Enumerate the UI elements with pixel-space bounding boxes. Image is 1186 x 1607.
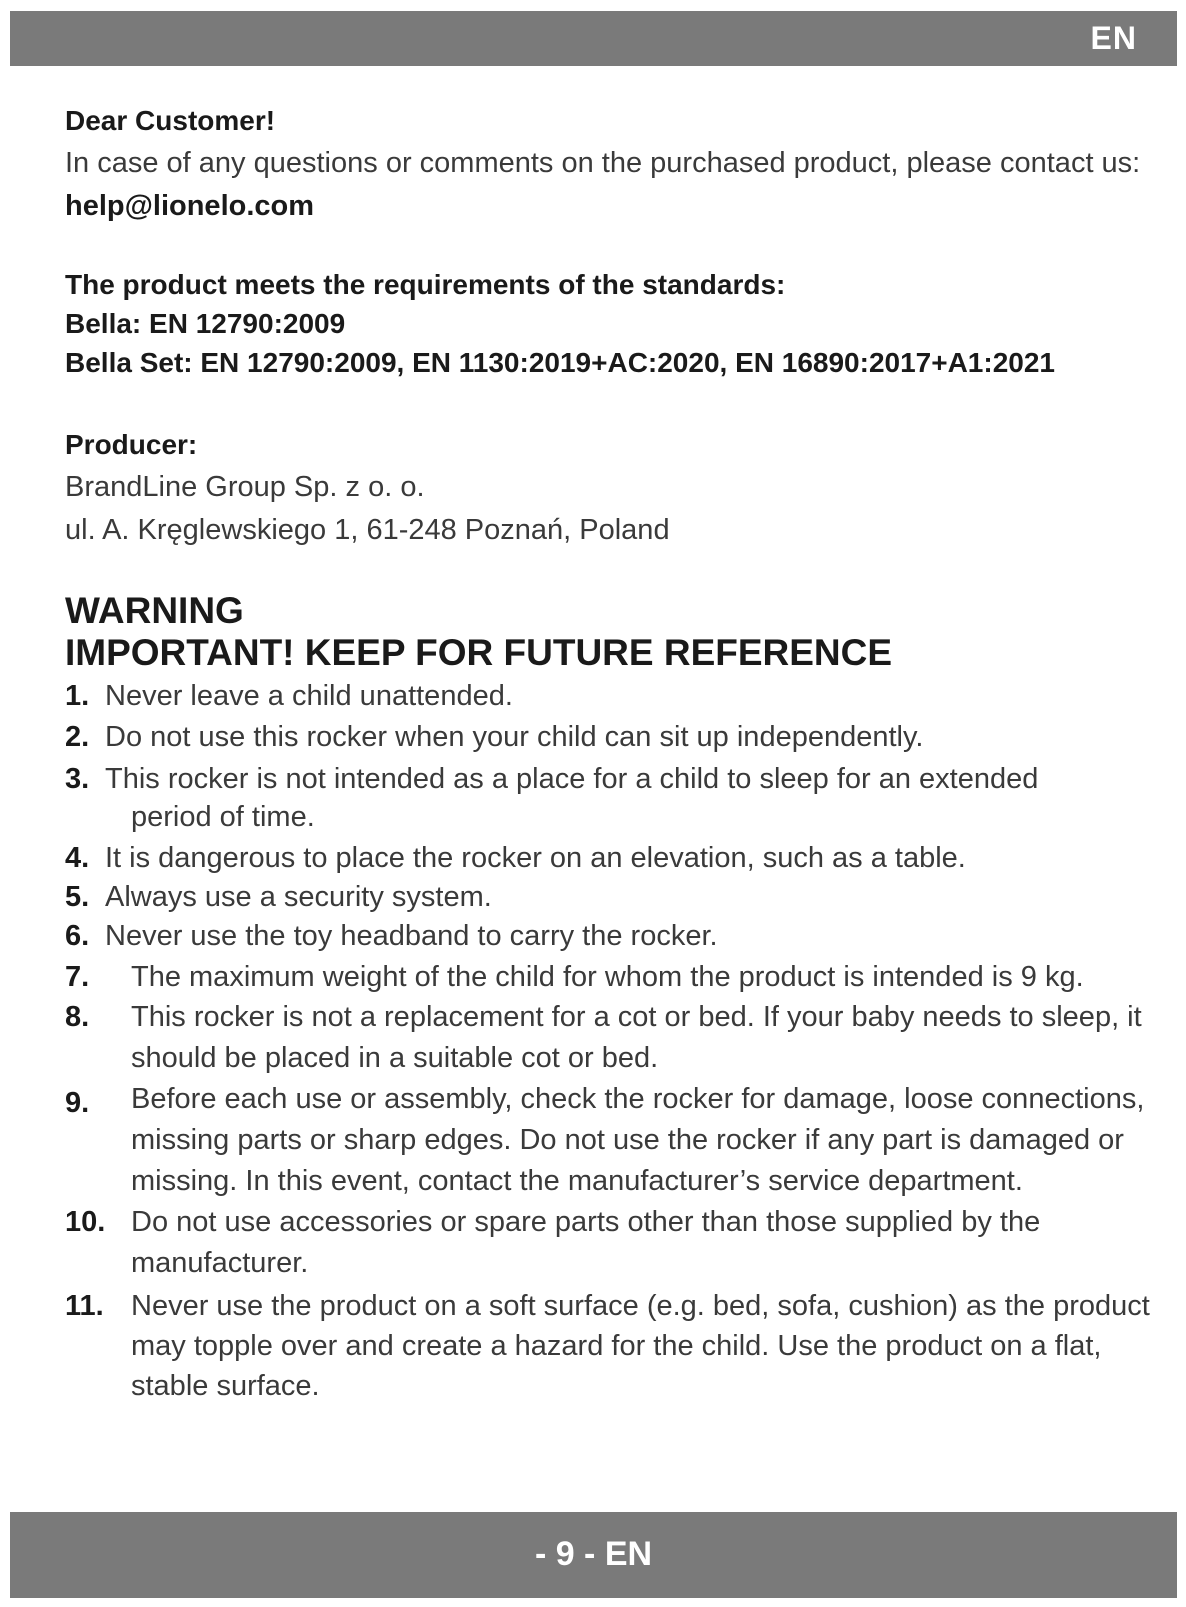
warning-item-number: 4.: [65, 842, 90, 874]
contact-email: help@lionelo.com: [65, 190, 315, 222]
warning-item-number: 1.: [65, 680, 90, 712]
warning-item-text: The maximum weight of the child for whom the product is intended is 9 kg.: [131, 961, 1084, 993]
footer-bar: [10, 1512, 1177, 1598]
header-bar: [10, 11, 1177, 66]
warning-item-number: 10.: [65, 1206, 106, 1238]
warning-title: WARNING: [65, 590, 244, 631]
warning-item-text: Before each use or assembly, check the rocker for damage, loose connections, missing parts or sharp edges. Do not use the rocker if any part is damaged or missing. In this event, contact the manufacturer’s service department.: [131, 1083, 1145, 1197]
warning-item-number: 7.: [65, 961, 90, 993]
warning-item-number: 8.: [65, 1001, 90, 1033]
warnings-list: [65, 676, 1155, 1406]
warning-item-text: Do not use accessories or spare parts other than those supplied by the manufacturer.: [131, 1206, 1041, 1279]
warning-item: [65, 717, 1155, 758]
warning-item: [65, 1079, 1155, 1202]
contact-paragraph: [65, 142, 1155, 228]
warning-item-text: Never leave a child unattended.: [105, 680, 513, 712]
warning-item-text: This rocker is not a replacement for a cot or bed. If your baby needs to sleep, it should be placed in a suitable cot or bed.: [131, 1001, 1142, 1074]
warning-item-number: 6.: [65, 920, 90, 952]
warning-item-number: 11.: [65, 1290, 104, 1322]
producer-heading: Producer:: [65, 429, 198, 460]
standards-section: [65, 265, 1155, 382]
warning-item-text: This rocker is not intended as a place for a child to sleep for an extended: [105, 763, 1039, 795]
producer-name: BrandLine Group Sp. z o. o.: [65, 471, 425, 503]
warning-item-text: Never use the toy headband to carry the rocker.: [105, 920, 718, 952]
warning-item-text: Do not use this rocker when your child can sit up independently.: [105, 721, 924, 753]
warning-item-text: It is dangerous to place the rocker on an elevation, such as a table.: [105, 842, 966, 874]
warning-subtitle: IMPORTANT! KEEP FOR FUTURE REFERENCE: [65, 632, 893, 673]
warning-item-number: 2.: [65, 721, 90, 753]
warning-item-text-continued: period of time.: [131, 801, 315, 833]
warning-item: [65, 878, 1155, 916]
warning-item-number: 5.: [65, 881, 90, 913]
language-label: EN: [1090, 20, 1137, 56]
warning-item: [65, 760, 1155, 836]
producer-section: [65, 424, 1155, 552]
standards-bella: Bella: EN 12790:2009: [65, 308, 346, 339]
warning-item-text: Never use the product on a soft surface (e.g. bed, sofa, cushion) as the product may topple over and create a hazard for the child. Use the product on a flat, stable surface.: [131, 1290, 1150, 1402]
warning-item-number: 9.: [65, 1087, 90, 1119]
warning-item: [65, 676, 1155, 717]
warning-item: [65, 916, 1155, 957]
standards-heading: The product meets the requirements of the standards:: [65, 269, 786, 300]
warning-item: [65, 957, 1155, 997]
warning-item-text: Always use a security system.: [105, 881, 492, 913]
warning-item: [65, 997, 1155, 1079]
greeting-title: Dear Customer!: [65, 105, 276, 136]
standards-bella-set: Bella Set: EN 12790:2009, EN 1130:2019+AC:2020, EN 16890:2017+A1:2021: [65, 347, 1055, 378]
warning-item: [65, 1286, 1155, 1406]
warning-item: [65, 838, 1155, 878]
warning-item-number: 3.: [65, 763, 90, 795]
warning-item: [65, 1202, 1155, 1284]
producer-address: ul. A. Kręglewskiego 1, 61-248 Poznań, Poland: [65, 514, 670, 546]
page-number: - 9 - EN: [534, 1535, 653, 1573]
contact-text: In case of any questions or comments on the purchased product, please contact us:: [65, 147, 1141, 179]
page-content: [65, 100, 1155, 1406]
